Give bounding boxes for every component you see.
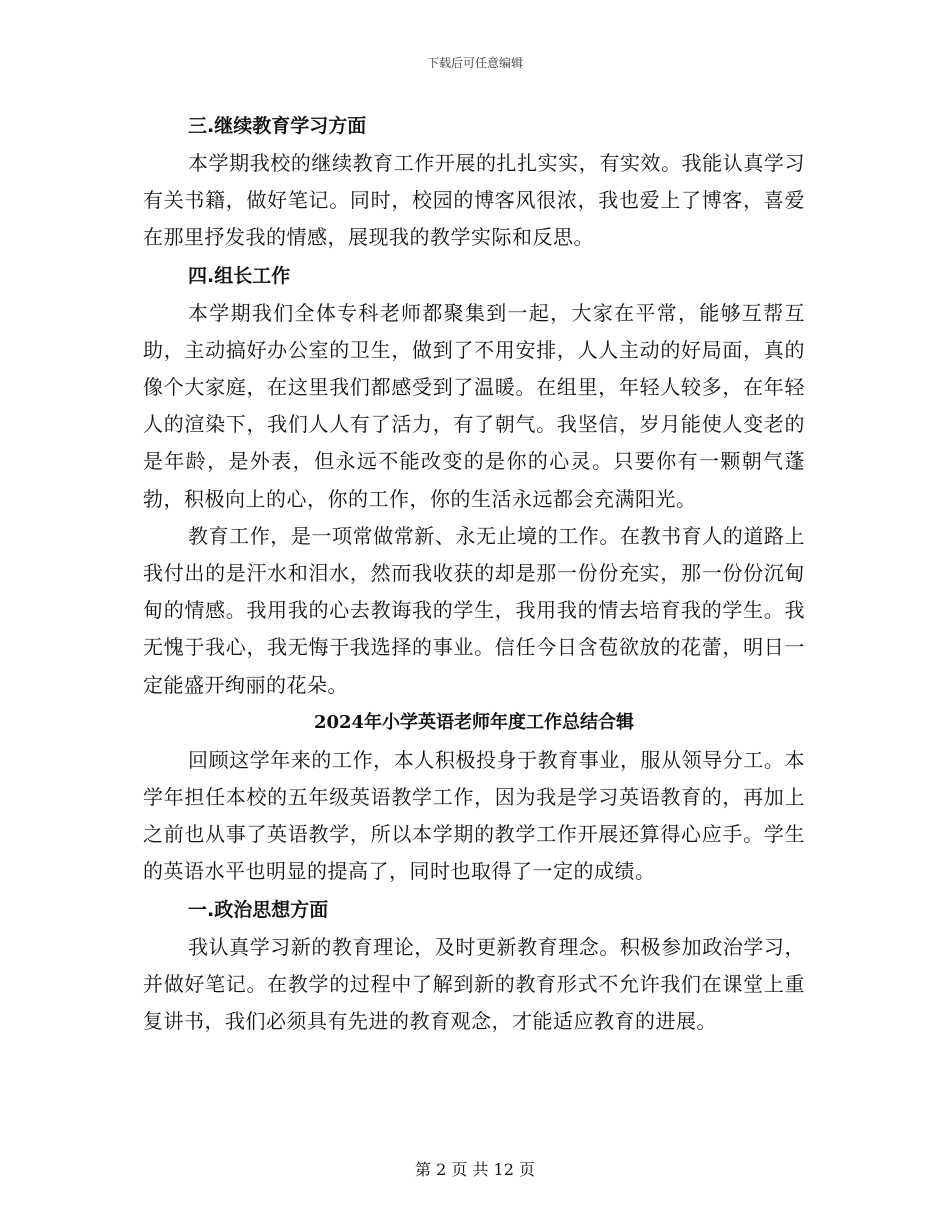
- section-heading-continuing-education: 三.继续教育学习方面: [188, 115, 367, 137]
- paragraph-continuing-education: 本学期我校的继续教育工作开展的扎扎实实，有实效。我能认真学习有关书籍，做好笔记。同时，校园的博客风很浓，我也爱上了博客，喜爱在那里抒发我的情感，展现我的教学实际和反思。: [143, 151, 805, 250]
- document-title: 2024年小学英语老师年度工作总结合辑: [313, 711, 635, 733]
- page-header-note: 下载后可任意编辑: [426, 56, 523, 70]
- paragraph-political-thought: 我认真学习新的教育理论，及时更新教育理念。积极参加政治学习，并做好笔记。在教学的过程中了解到新的教育形式不允许我们在课堂上重复讲书，我们必须具有先进的教育观念，才能适应教育的进展。: [143, 934, 805, 1034]
- section-heading-political-thought: 一.政治思想方面: [188, 898, 329, 921]
- section-heading-group-leader: 四.组长工作: [188, 264, 291, 287]
- document-body: [143, 107, 805, 1040]
- paragraph-group-leader: 本学期我们全体专科老师都聚集到一起，大家在平常，能够互帮互助，主动搞好办公室的卫生，做到了不用安排，人人主动的好局面，真的像个大家庭，在这里我们都感受到了温暖。在组里，年轻人较多，在年轻人的渲染下，我们人人有了活力，有了朝气。我坚信，岁月能使人变老的是年龄，是外表，但永远不能改变的是你的心灵。只要你有一颗朝气蓬勃，积极向上的心，你的工作，你的生活永远都会充满阳光。: [143, 300, 805, 511]
- page-number-footer: 第 2 页 共 12 页: [415, 1160, 535, 1179]
- paragraph-intro: 回顾这学年来的工作，本人积极投身于教育事业，服从领导分工。本学年担任本校的五年级英语教学工作，因为我是学习英语教育的，再加上之前也从事了英语教学，所以本学期的教学工作开展还算得心应手。学生的英语水平也明显的提高了，同时也取得了一定的成绩。: [143, 747, 805, 884]
- paragraph-education-work: 教育工作，是一项常做常新、永无止境的工作。在教书育人的道路上我付出的是汗水和泪水，然而我收获的却是那一份份充实，那一份份沉甸甸的情感。我用我的心去教诲我的学生，我用我的情去培育我的学生。我无愧于我心，我无悔于我选择的事业。信任今日含苞欲放的花蕾，明日一定能盛开绚丽的花朵。: [143, 523, 805, 697]
